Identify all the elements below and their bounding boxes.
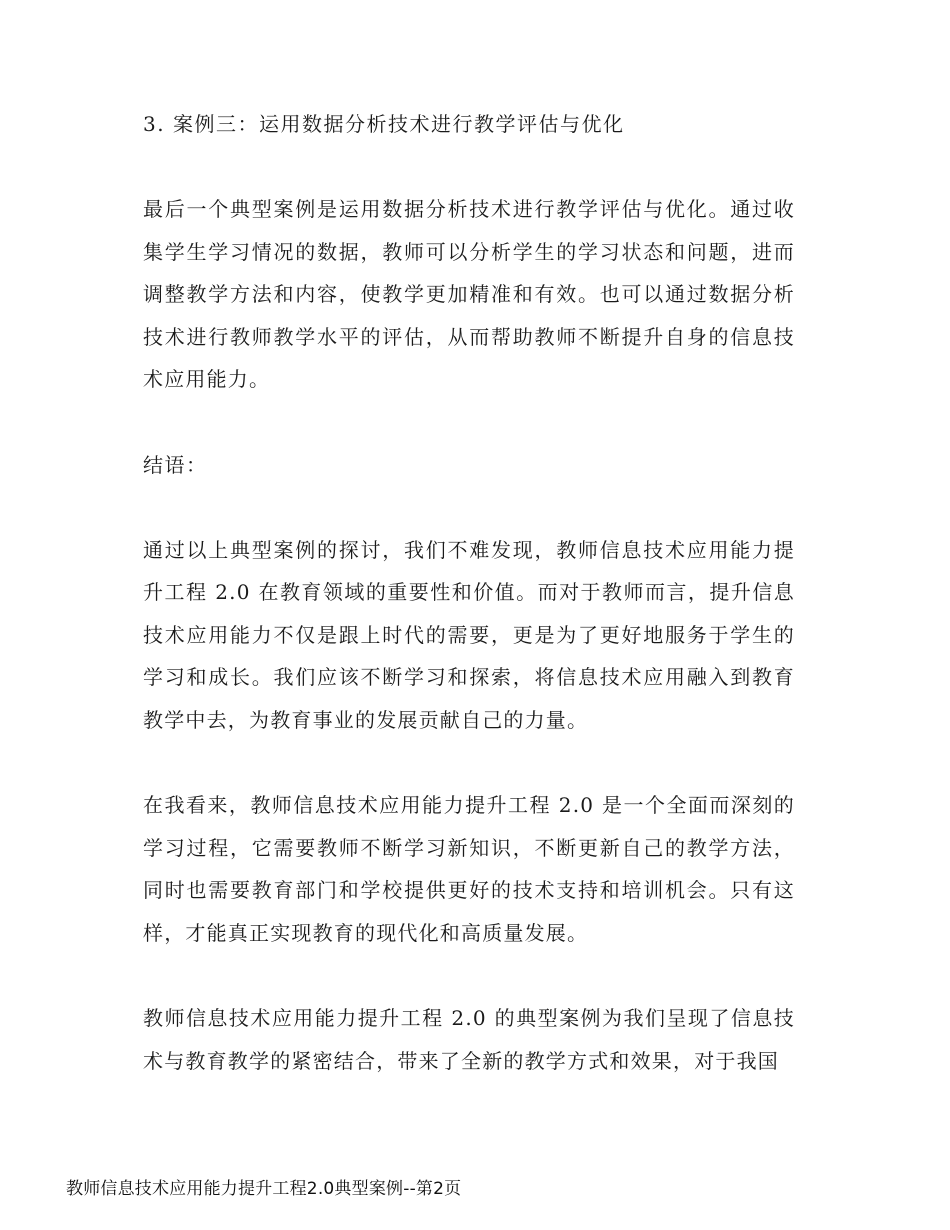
conclusion-paragraph-1: 通过以上典型案例的探讨，我们不难发现，教师信息技术应用能力提升工程 2.0 在教育领域的重要性和价值。而对于教师而言，提升信息技术应用能力不仅是跟上时代的需要，更是为了更好地服务于学生的学习和成长。我们应该不断学习和探索，将信息技术应用融入到教育教学中去，为教育事业的发展贡献自己的力量。 xyxy=(143,537,795,732)
section-heading: 3. 案例三：运用数据分析技术进行教学评估与优化 xyxy=(143,112,625,136)
conclusion-paragraph-2: 在我看来，教师信息技术应用能力提升工程 2.0 是一个全面而深刻的学习过程，它需要教师不断学习新知识，不断更新自己的教学方法，同时也需要教育部门和学校提供更好的技术支持和培训机会。只有这样，才能真正实现教育的现代化和高质量发展。 xyxy=(143,793,795,945)
page-footer: 教师信息技术应用能力提升工程2.0典型案例--第2页 xyxy=(66,1179,462,1199)
paragraph-case-three: 最后一个典型案例是运用数据分析技术进行教学评估与优化。通过收集学生学习情况的数据，教师可以分析学生的学习状态和问题，进而调整教学方法和内容，使教学更加精准和有效。也可以通过数据分析技术进行教师教学水平的评估，从而帮助教师不断提升自身的信息技术应用能力。 xyxy=(143,197,795,391)
document-body xyxy=(143,103,795,1125)
conclusion-paragraph-3: 教师信息技术应用能力提升工程 2.0 的典型案例为我们呈现了信息技术与教育教学的紧密结合，带来了全新的教学方式和效果，对于我国 xyxy=(143,1006,795,1073)
conclusion-label: 结语： xyxy=(143,452,208,477)
